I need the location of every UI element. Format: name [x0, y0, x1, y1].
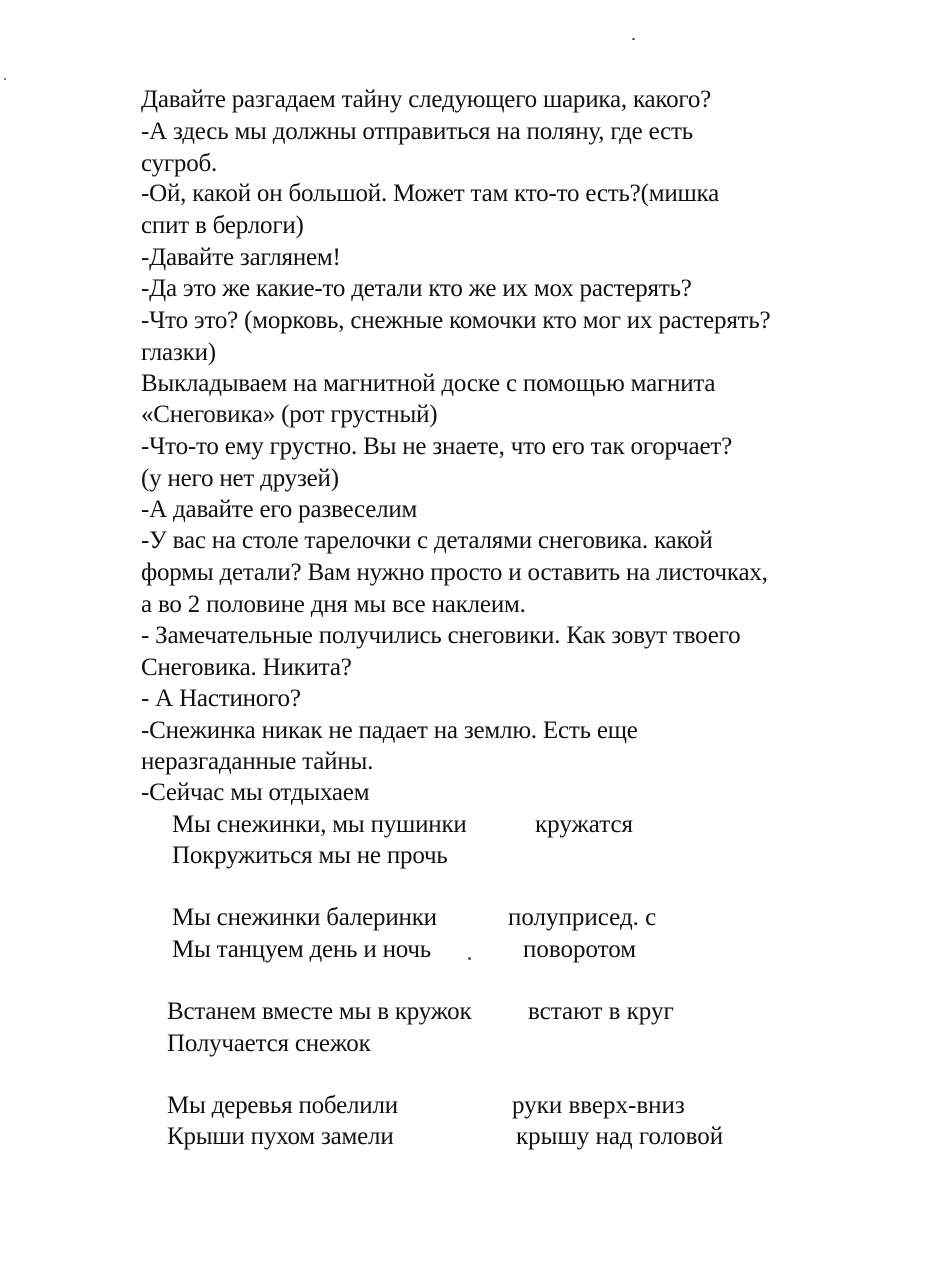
poem-verse: Крыши пухом замели [167, 1123, 394, 1150]
poem-verse: Мы снежинки, мы пушинки [172, 811, 467, 838]
poem-verse: Мы танцуем день и ночь [172, 936, 431, 963]
text-line: -А давайте его развеселим [141, 496, 418, 523]
text-line: - А Настиного? [141, 685, 301, 712]
poem-action: поворотом [523, 936, 637, 963]
text-line: Давайте разгадаем тайну следующего шарика, какого? [141, 86, 712, 113]
text-line: Снеговика. Никита? [141, 654, 352, 681]
text-line: -Что-то ему грустно. Вы не знаете, что его так огорчает? [141, 433, 732, 460]
poem-verse: Мы деревья побелили [167, 1092, 398, 1119]
poem-verse: Мы снежинки балеринки [172, 904, 437, 931]
text-line: -Снежинка никак не падает на землю. Есть еще [141, 717, 638, 744]
text-line: неразгаданные тайны. [141, 748, 374, 775]
poem-action: руки вверх-вниз [512, 1092, 685, 1119]
text-line: -Что это? (морковь, снежные комочки кто мог их растерять? [141, 307, 771, 334]
text-line: сугроб. [141, 150, 218, 177]
text-line: -А здесь мы должны отправиться на поляну, где есть [141, 118, 693, 145]
poem-verse: Встанем вместе мы в кружок [167, 998, 472, 1025]
text-line: Выкладываем на магнитной доске с помощью магнита [141, 370, 716, 397]
text-line: глазки) [141, 339, 216, 366]
text-line: (у него нет друзей) [141, 465, 339, 492]
text-line: «Снеговика» (рот грустный) [141, 401, 438, 428]
text-line: - Замечательные получились снеговики. Как зовут твоего [141, 622, 741, 649]
text-line: а во 2 половине дня мы все наклеим. [141, 591, 526, 618]
scan-speck [468, 957, 471, 960]
text-line: формы детали? Вам нужно просто и оставить на листочках, [141, 559, 768, 586]
poem-verse: Получается снежок [167, 1030, 371, 1057]
text-line: спит в берлоги) [141, 212, 304, 239]
poem-verse: Покружиться мы не прочь [172, 842, 448, 869]
scan-speck [4, 78, 6, 80]
scan-speck [632, 38, 635, 40]
text-line: -Давайте заглянем! [141, 244, 341, 271]
text-line: -У вас на столе тарелочки с деталями снеговика. какой [141, 527, 713, 554]
poem-action: полуприсед. с [508, 904, 657, 931]
poem-action: встают в круг [528, 998, 674, 1025]
poem-action: кружатся [535, 811, 634, 838]
text-line: -Ой, какой он большой. Может там кто-то есть?(мишка [141, 180, 720, 207]
poem-action: крышу над головой [516, 1123, 724, 1150]
text-line: -Сейчас мы отдыхаем [141, 779, 370, 806]
text-line: -Да это же какие-то детали кто же их мох растерять? [141, 275, 692, 302]
